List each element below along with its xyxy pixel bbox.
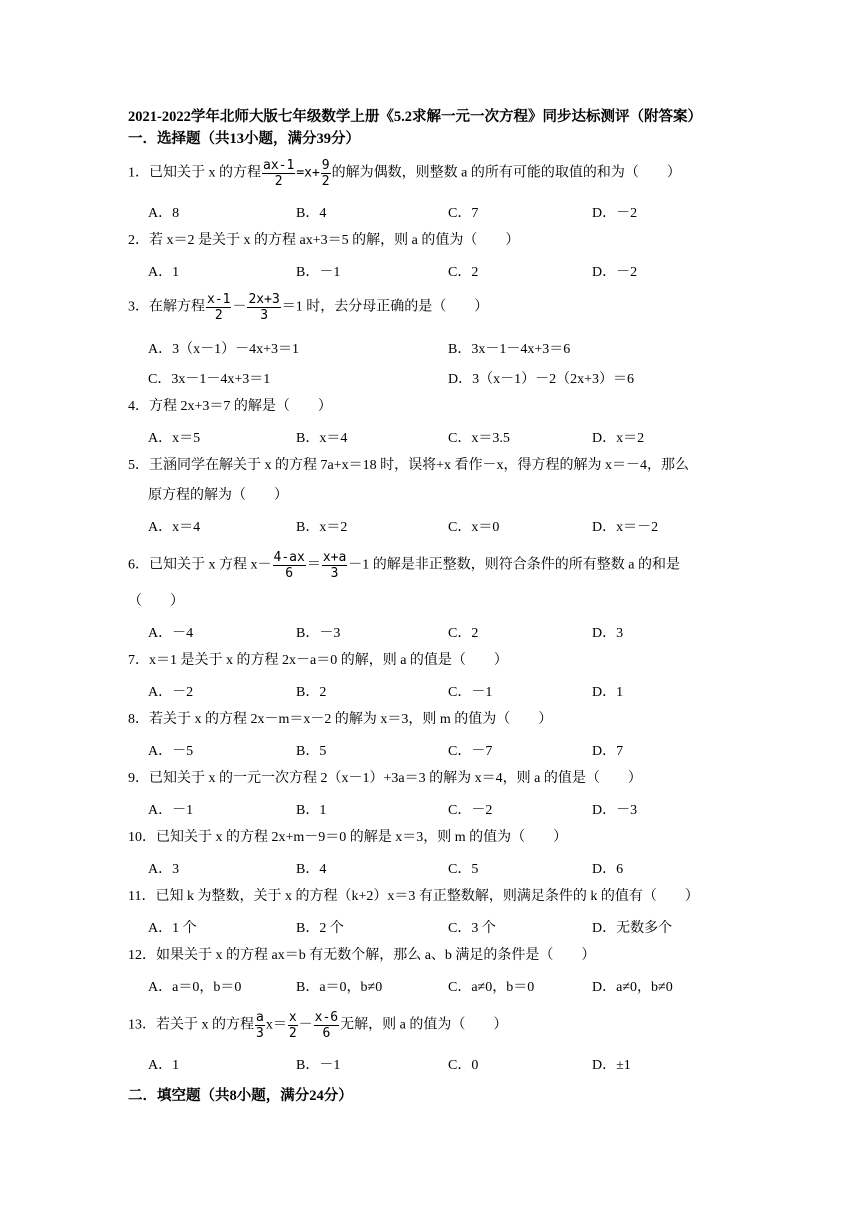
option-b[interactable]: B．2 xyxy=(296,685,327,700)
options-1 xyxy=(148,202,748,222)
options-2 xyxy=(148,261,748,281)
options-4 xyxy=(148,427,748,447)
option-c[interactable]: C．a≠0，b＝0 xyxy=(448,980,535,995)
option-a[interactable]: A．8 xyxy=(148,206,180,221)
option-a[interactable]: A．x＝4 xyxy=(148,520,201,535)
question-5: 5．王涵同学在解关于 x 的方程 7a+x＝18 时，误将+x 看作－x，得方程的解为 x＝－4，那么 xyxy=(128,458,690,473)
question-7: 7．x＝1 是关于 x 的方程 2x－a＝0 的解，则 a 的值是（ ） xyxy=(128,653,508,668)
options-7 xyxy=(148,681,748,701)
option-d[interactable]: D．3 xyxy=(592,626,624,641)
option-c[interactable]: C．3x－1－4x+3＝1 xyxy=(148,372,271,387)
option-b[interactable]: B．－1 xyxy=(296,1058,341,1073)
option-d[interactable]: D．a≠0，b≠0 xyxy=(592,980,673,995)
options-3-row1 xyxy=(148,338,748,358)
question-9: 9．已知关于 x 的一元一次方程 2（x－1）+3a＝3 的解为 x＝4，则 a 的值是（ ） xyxy=(128,771,642,786)
option-d[interactable]: D．7 xyxy=(592,744,624,759)
question-5-cont: 原方程的解为（ ） xyxy=(148,488,288,503)
option-a[interactable]: A．－2 xyxy=(148,685,194,700)
option-b[interactable]: B．2 个 xyxy=(296,921,344,936)
question-6: 6．已知关于 x 方程 x－ $\frac{4-ax}{6}$ ＝ $\frac{x+a}{3}$ －1 的解是非正整数，则符合条件的所有整数 a 的和是 xyxy=(128,550,681,581)
document-title: 2021-2022学年北师大版七年级数学上册《5.2求解一元一次方程》同步达标测评（附答案） xyxy=(128,109,702,125)
options-8 xyxy=(148,740,748,760)
option-b[interactable]: B．4 xyxy=(296,206,327,221)
option-a[interactable]: A．3（x－1）－4x+3＝1 xyxy=(148,342,300,357)
question-10: 10．已知关于 x 的方程 2x+m－9＝0 的解是 x＝3，则 m 的值为（ ） xyxy=(128,830,568,845)
options-3-row2 xyxy=(148,368,748,388)
question-6-cont: （ ） xyxy=(128,594,184,609)
option-c[interactable]: C．－2 xyxy=(448,803,493,818)
option-b[interactable]: B．5 xyxy=(296,744,327,759)
options-5 xyxy=(148,516,748,536)
question-12: 12．如果关于 x 的方程 ax＝b 有无数个解，那么 a、b 满足的条件是（ ） xyxy=(128,948,596,963)
option-d[interactable]: D．3（x－1）－2（2x+3）＝6 xyxy=(448,372,635,387)
option-b[interactable]: B．a＝0，b≠0 xyxy=(296,980,383,995)
option-d[interactable]: D．x＝－2 xyxy=(592,520,659,535)
option-b[interactable]: B．4 xyxy=(296,862,327,877)
fraction: $\frac{x-6}{6}$ xyxy=(314,1010,339,1041)
option-c[interactable]: C．－7 xyxy=(448,744,493,759)
fraction: $\frac{x+a}{3}$ xyxy=(322,550,347,581)
fraction: $\frac{9}{2}$ xyxy=(321,158,330,189)
fraction: $\frac{2x+3}{3}$ xyxy=(248,292,280,323)
question-13: 13．若关于 x 的方程 $\frac{a}{3}$ x＝ $\frac{x}{2}$ － $\frac{x-6}{6}$ 无解，则 a 的值为（ ） xyxy=(128,1010,508,1041)
option-a[interactable]: A．－5 xyxy=(148,744,194,759)
option-c[interactable]: C．5 xyxy=(448,862,479,877)
option-d[interactable]: D．±1 xyxy=(592,1058,631,1073)
question-11: 11．已知 k 为整数，关于 x 的方程（k+2）x＝3 有正整数解，则满足条件的 k 的值有（ ） xyxy=(128,889,699,904)
question-2: 2．若 x＝2 是关于 x 的方程 ax+3＝5 的解，则 a 的值为（ ） xyxy=(128,233,520,248)
option-c[interactable]: C．－1 xyxy=(448,685,493,700)
options-10 xyxy=(148,858,748,878)
fraction: $\frac{a}{3}$ xyxy=(256,1010,264,1041)
options-12 xyxy=(148,976,748,996)
option-b[interactable]: B．1 xyxy=(296,803,327,818)
option-c[interactable]: C．2 xyxy=(448,626,479,641)
option-c[interactable]: C．7 xyxy=(448,206,479,221)
option-d[interactable]: D．－2 xyxy=(592,206,638,221)
option-c[interactable]: C．x＝3.5 xyxy=(448,431,510,446)
option-d[interactable]: D．6 xyxy=(592,862,624,877)
options-6 xyxy=(148,622,748,642)
option-a[interactable]: A．3 xyxy=(148,862,180,877)
option-b[interactable]: B．x＝4 xyxy=(296,431,348,446)
question-8: 8．若关于 x 的方程 2x－m＝x－2 的解为 x＝3，则 m 的值为（ ） xyxy=(128,712,553,727)
option-c[interactable]: C．2 xyxy=(448,265,479,280)
option-a[interactable]: A．1 xyxy=(148,1058,180,1073)
option-d[interactable]: D．－3 xyxy=(592,803,638,818)
question-4: 4．方程 2x+3＝7 的解是（ ） xyxy=(128,399,332,414)
section-heading-choice: 一．选择题（共13小题，满分39分） xyxy=(128,131,360,147)
option-b[interactable]: B．3x－1－4x+3＝6 xyxy=(448,342,571,357)
option-a[interactable]: A．a＝0，b＝0 xyxy=(148,980,242,995)
option-a[interactable]: A．x＝5 xyxy=(148,431,201,446)
option-a[interactable]: A．－1 xyxy=(148,803,194,818)
section-heading-fill: 二．填空题（共8小题，满分24分） xyxy=(128,1088,353,1104)
fraction: $\frac{x}{2}$ xyxy=(288,1010,297,1041)
option-c[interactable]: C．3 个 xyxy=(448,921,496,936)
question-3: 3．在解方程 $\frac{x-1}{2}$ － $\frac{2x+3}{3}$ ＝1 时，去分母正确的是（ ） xyxy=(128,292,489,323)
option-b[interactable]: B．－1 xyxy=(296,265,341,280)
option-c[interactable]: C．0 xyxy=(448,1058,479,1073)
options-13 xyxy=(148,1054,748,1074)
fraction: $\frac{x-1}{2}$ xyxy=(207,292,231,323)
options-11 xyxy=(148,917,748,937)
question-1: 1．已知关于 x 的方程 $\frac{ax-1}{2}$ =x+ $\frac{9}{2}$ 的解为偶数，则整数 a 的所有可能的取值的和为（ ） xyxy=(128,158,681,189)
option-d[interactable]: D．x＝2 xyxy=(592,431,645,446)
option-b[interactable]: B．x＝2 xyxy=(296,520,348,535)
options-9 xyxy=(148,799,748,819)
option-a[interactable]: A．1 xyxy=(148,265,180,280)
option-b[interactable]: B．－3 xyxy=(296,626,341,641)
fraction: $\frac{ax-1}{2}$ xyxy=(263,158,295,189)
option-d[interactable]: D．无数多个 xyxy=(592,921,673,936)
option-d[interactable]: D．－2 xyxy=(592,265,638,280)
fraction: $\frac{4-ax}{6}$ xyxy=(273,550,305,581)
option-a[interactable]: A．－4 xyxy=(148,626,194,641)
option-c[interactable]: C．x＝0 xyxy=(448,520,500,535)
option-a[interactable]: A．1 个 xyxy=(148,921,197,936)
option-d[interactable]: D．1 xyxy=(592,685,624,700)
